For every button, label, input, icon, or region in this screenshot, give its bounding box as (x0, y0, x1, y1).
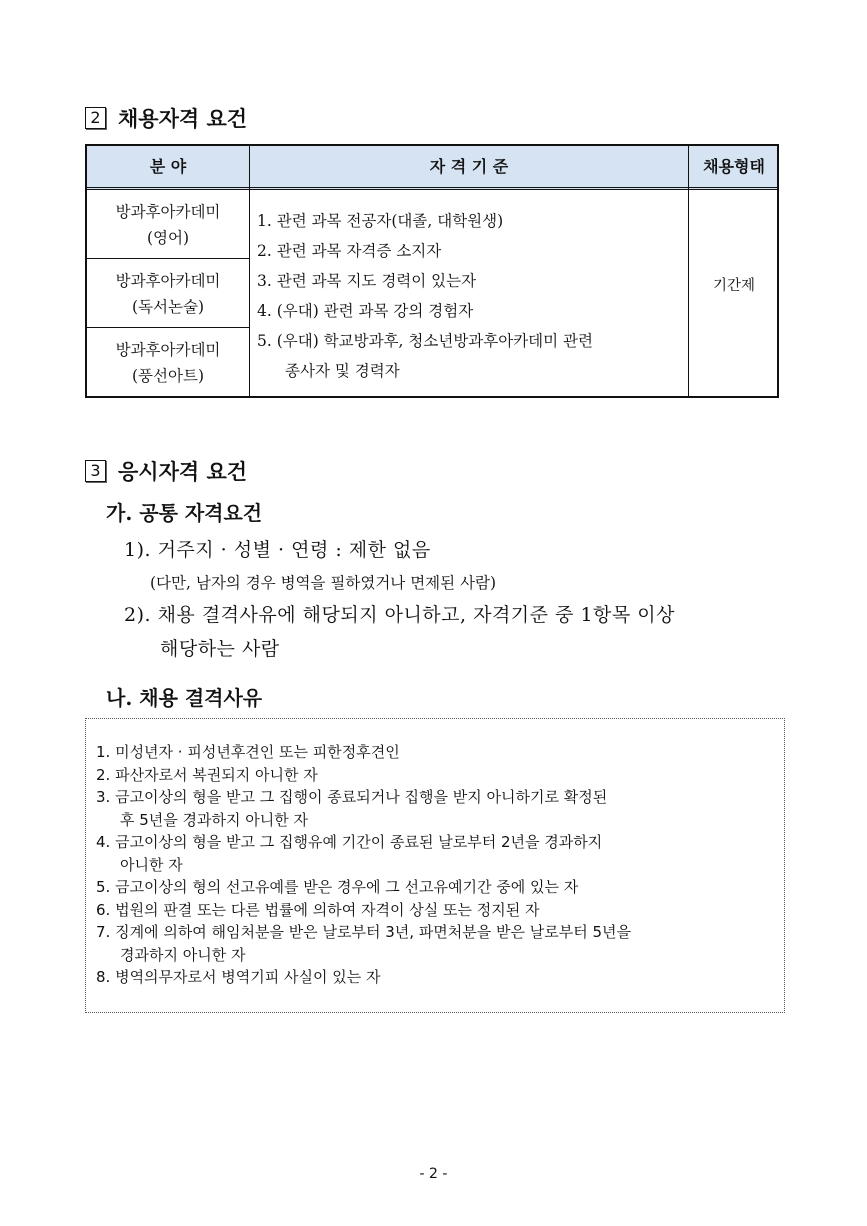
disqualification-item: 7. 징계에 의하여 해임처분을 받은 날로부터 3년, 파면처분을 받은 날로부터 5년을 (96, 923, 632, 941)
subsection-disqualifications-title: 나. 채용 결격사유 (106, 686, 263, 710)
section-number-box: 2 (85, 107, 106, 129)
disqualification-item: 5. 금고이상의 형의 선고유예를 받은 경우에 그 선고유예기간 중에 있는 자 (96, 878, 579, 896)
disqualification-item: 6. 법원의 판결 또는 다른 법률에 의하여 자격이 상실 또는 정지된 자 (96, 900, 540, 919)
requirement-item-2-line2: 해당하는 사람 (160, 638, 280, 660)
employment-type-value: 기간제 (712, 278, 756, 294)
criteria-item: 3. 관련 과목 지도 경력이 있는자 (257, 272, 477, 290)
section-3-heading (85, 456, 247, 486)
requirement-item-1: 1). 거주지 · 성별 · 연령 : 제한 없음 (124, 539, 431, 561)
disqualification-item-continuation: 경과하지 아니한 자 (120, 945, 246, 964)
disqualification-item: 8. 병역의무자로서 병역기피 사실이 있는 자 (96, 968, 381, 986)
field-cell-reading-writing: 방과후아카데미 (독서논술) (115, 272, 221, 316)
section-title: 응시자격 요건 (118, 460, 248, 484)
disqualification-item: 4. 금고이상의 형을 받고 그 집행유예 기간이 종료된 날로부터 2년을 경과하지 (96, 833, 603, 851)
requirement-item-1-note: (다만, 남자의 경우 병역을 필하였거나 면제된 사람) (150, 574, 497, 592)
section-number-box: 3 (85, 460, 106, 482)
section-title: 채용자격 요건 (118, 107, 248, 131)
header-criteria: 자 격 기 준 (429, 157, 509, 176)
header-employment-type: 채용형태 (703, 157, 765, 176)
disqualification-item-continuation: 아니한 자 (120, 855, 183, 874)
subsection-common-requirements-title: 가. 공통 자격요건 (106, 501, 263, 525)
field-cell-balloon-art: 방과후아카데미 (풍선아트) (115, 341, 221, 385)
qualification-table (85, 144, 779, 398)
criteria-item: 4. (우대) 관련 과목 강의 경험자 (257, 302, 474, 320)
criteria-item-continuation: 종사자 및 경력자 (285, 362, 400, 380)
disqualification-item: 3. 금고이상의 형을 받고 그 집행이 종료되거나 집행을 받지 아니하기로 확정된 (96, 788, 608, 806)
page-number: - 2 - (419, 1166, 448, 1182)
header-field: 분 야 (149, 157, 187, 176)
disqualification-item: 1. 미성년자 · 피성년후견인 또는 피한정후견인 (96, 743, 400, 761)
column-divider (688, 146, 689, 396)
disqualification-item: 2. 파산자로서 복권되지 아니한 자 (96, 765, 318, 784)
column-divider (249, 146, 250, 396)
field-cell-english: 방과후아카데미 (영어) (115, 203, 221, 247)
requirement-item-2-line1: 2). 채용 결격사유에 해당되지 아니하고, 자격기준 중 1항목 이상 (124, 604, 675, 626)
disqualification-item-continuation: 후 5년을 경과하지 아니한 자 (120, 810, 309, 829)
section-2-heading (85, 103, 247, 133)
criteria-list (257, 206, 677, 386)
criteria-item: 1. 관련 과목 전공자(대졸, 대학원생) (257, 212, 504, 230)
disqualification-box (85, 718, 785, 1013)
criteria-item: 2. 관련 과목 자격증 소지자 (257, 242, 442, 260)
disqualification-list (96, 741, 776, 989)
criteria-item: 5. (우대) 학교방과후, 청소년방과후아카데미 관련 (257, 332, 594, 350)
